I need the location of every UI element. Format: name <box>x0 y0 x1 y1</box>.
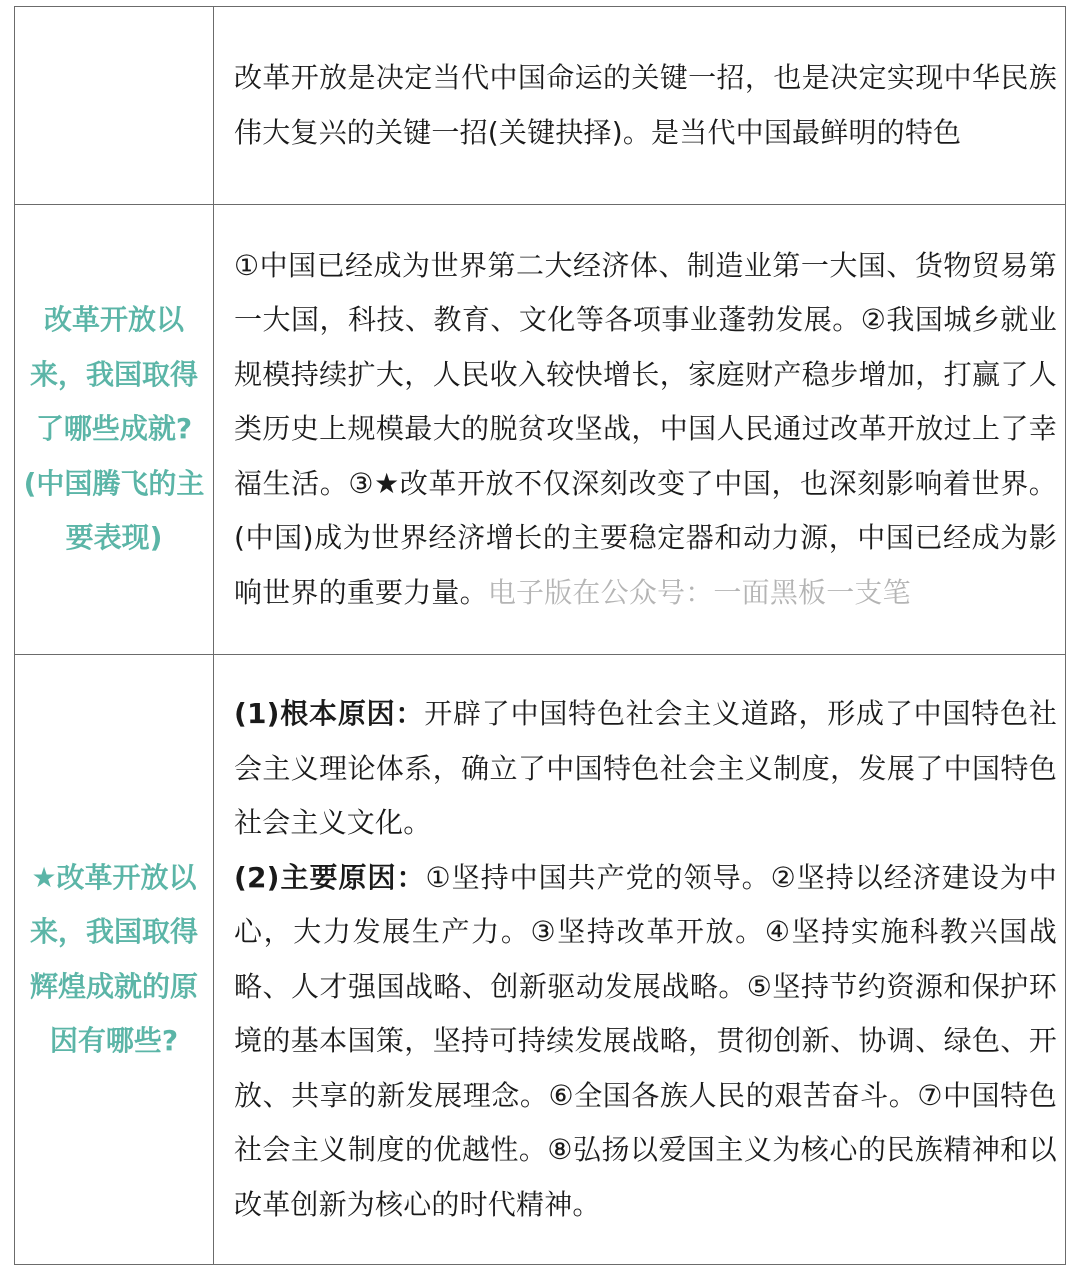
table-row <box>15 655 1066 1265</box>
question-cell <box>15 655 214 1265</box>
main-cause-paragraph <box>234 851 1057 1233</box>
question-cell <box>15 7 214 205</box>
answer-cell <box>214 655 1066 1265</box>
main-cause-text: ①坚持中国共产党的领导。②坚持以经济建设为中心，大力发展生产力。③坚持改革开放。④坚持实施科教兴国战略、人才强国战略、创新驱动发展战略。⑤坚持节约资源和保护环境的基本国策，坚持可持续发展战略，贯彻创新、协调、绿色、开放、共享的新发展理念。⑥全国各族人民的艰苦奋斗。⑦中国特色社会主义制度的优越性。⑧弘扬以爱国主义为核心的民族精神和以改革创新为核心的时代精神。 <box>234 860 1057 1221</box>
answer-cell <box>214 7 1066 205</box>
root-cause-text: 开辟了中国特色社会主义道路，形成了中国特色社会主义理论体系，确立了中国特色社会主义制度，发展了中国特色社会主义文化。 <box>234 697 1057 839</box>
main-cause-label: (2)主要原因： <box>234 860 426 894</box>
knowledge-table <box>14 6 1066 1265</box>
question-text: ★改革开放以来，我国取得辉煌成就的原因有哪些? <box>29 860 198 1057</box>
question-text: 改革开放以来，我国取得了哪些成就?(中国腾飞的主要表现) <box>23 303 205 555</box>
answer-text: 改革开放是决定当代中国命运的关键一招，也是决定实现中华民族伟大复兴的关键一招(关键抉择)。是当代中国最鲜明的特色 <box>234 61 1057 149</box>
table-row <box>15 205 1066 655</box>
answer-text: ①中国已经成为世界第二大经济体、制造业第一大国、货物贸易第一大国，科技、教育、文化等各项事业蓬勃发展。②我国城乡就业规模持续扩大，人民收入较快增长，家庭财产稳步增加，打赢了人类历史上规模最大的脱贫攻坚战，中国人民通过改革开放过上了幸福生活。③★改革开放不仅深刻改变了中国，也深刻影响着世界。(中国)成为世界经济增长的主要稳定器和动力源，中国已经成为影响世界的重要力量。 <box>234 248 1057 609</box>
watermark-text: 电子版在公众号：一面黑板一支笔 <box>487 575 911 609</box>
answer-cell <box>214 205 1066 655</box>
question-cell <box>15 205 214 655</box>
root-cause-label: (1)根本原因： <box>234 697 425 730</box>
table-row <box>15 7 1066 205</box>
root-cause-paragraph <box>234 687 1057 851</box>
